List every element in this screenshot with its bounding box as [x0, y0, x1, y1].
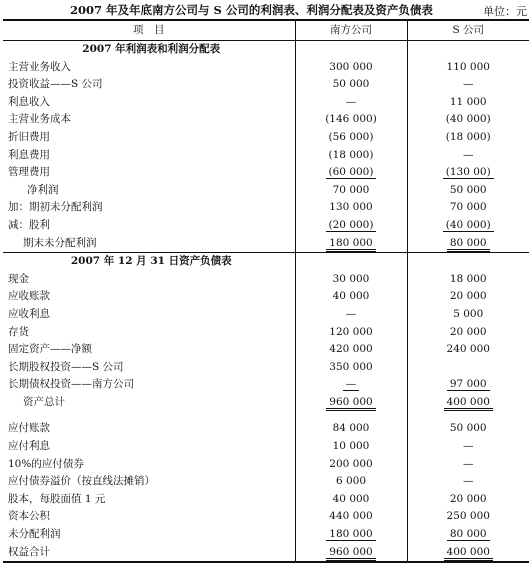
table-row: [3, 182, 529, 200]
table-row: [3, 359, 529, 377]
table-row: [3, 473, 529, 491]
row-label: 股本，每股面值 1 元: [8, 492, 106, 505]
column-header-s: S 公司: [407, 20, 529, 41]
s-value: 20 000: [407, 288, 529, 306]
s-value: 400 000: [444, 546, 493, 561]
table-row: [3, 129, 529, 147]
table-row: [3, 217, 529, 235]
row-label: 期末未分配利润: [23, 236, 97, 249]
south-value: (20 000): [326, 219, 377, 232]
s-value: [407, 359, 529, 377]
s-value: —: [407, 76, 529, 94]
s-value: (130 00): [443, 166, 494, 179]
row-label: 主营业务收入: [8, 60, 71, 73]
table-row: [3, 59, 529, 77]
south-value: 350 000: [295, 359, 407, 377]
south-value: —: [295, 94, 407, 112]
south-value: 70 000: [295, 182, 407, 200]
s-value: —: [407, 473, 529, 491]
s-value: 20 000: [407, 324, 529, 342]
section-title: 2007 年利润表和利润分配表: [82, 43, 221, 55]
row-label: 加：期初未分配利润: [8, 201, 103, 214]
south-value: 960 000: [326, 396, 375, 411]
s-value: 50 000: [407, 182, 529, 200]
s-value: 70 000: [407, 199, 529, 217]
s-value: 240 000: [407, 341, 529, 359]
south-value: 130 000: [295, 199, 407, 217]
south-value: 420 000: [295, 341, 407, 359]
table-row: [3, 164, 529, 182]
row-label: 管理费用: [8, 166, 50, 179]
south-value: 200 000: [295, 456, 407, 474]
row-label: 应付账款: [8, 422, 50, 435]
row-label: 利息收入: [8, 95, 50, 108]
row-label: 长期债权投资——南方公司: [8, 378, 134, 391]
table-row: [3, 341, 529, 359]
section-title: 2007 年 12 月 31 日资产负债表: [3, 253, 295, 271]
s-value: 80 000: [447, 528, 490, 541]
row-label: 应付债券溢价（按直线法摊销）: [8, 475, 155, 488]
south-value: (146 000): [295, 111, 407, 129]
s-value: —: [407, 438, 529, 456]
table-row: [3, 94, 529, 112]
table-row: [3, 394, 529, 412]
table-row: [3, 456, 529, 474]
header: [0, 0, 531, 18]
table-row: [3, 235, 529, 253]
section-title-row: [3, 41, 529, 59]
south-value: —: [343, 378, 360, 391]
table-row: [3, 438, 529, 456]
south-value: 10 000: [295, 438, 407, 456]
table-row: [3, 147, 529, 165]
table-row: [3, 491, 529, 509]
south-value: 40 000: [295, 491, 407, 509]
south-value: 960 000: [326, 546, 375, 561]
row-label: 存货: [8, 325, 29, 338]
south-value: 300 000: [295, 59, 407, 77]
row-label: 权益合计: [8, 545, 50, 558]
south-value: 120 000: [295, 324, 407, 342]
table-row: [3, 271, 529, 289]
table-row: [3, 306, 529, 324]
row-label: 减：股利: [8, 218, 50, 231]
table-row: [3, 420, 529, 438]
spacer-row: [3, 411, 529, 420]
south-value: 440 000: [295, 508, 407, 526]
s-value: —: [407, 456, 529, 474]
s-value: 110 000: [407, 59, 529, 77]
row-label: 10%的应付债券: [8, 457, 84, 470]
table-row: [3, 111, 529, 129]
s-value: 250 000: [407, 508, 529, 526]
south-value: 50 000: [295, 76, 407, 94]
south-value: 6 000: [295, 473, 407, 491]
table-row: [3, 508, 529, 526]
s-value: 400 000: [444, 396, 493, 411]
row-label: 净利润: [27, 183, 59, 196]
row-label: 应收利息: [8, 307, 50, 320]
table-row: [3, 76, 529, 94]
s-value: (40 000): [443, 219, 494, 232]
south-value: 30 000: [295, 271, 407, 289]
column-header-item: 项 目: [3, 20, 295, 41]
unit-label: 单位：元: [483, 5, 527, 18]
s-value: 18 000: [407, 271, 529, 289]
row-label: 应收账款: [8, 290, 50, 303]
row-label: 现金: [8, 272, 29, 285]
table-row: [3, 199, 529, 217]
s-value: 11 000: [407, 94, 529, 112]
s-value: 97 000: [447, 378, 490, 391]
s-value: —: [407, 147, 529, 165]
table-row: [3, 324, 529, 342]
table-row: [3, 288, 529, 306]
south-value: 84 000: [295, 420, 407, 438]
s-value: (18 000): [407, 129, 529, 147]
row-label: 资产总计: [23, 395, 65, 408]
row-label: 长期股权投资——S 公司: [8, 360, 124, 373]
row-label: 未分配利润: [8, 528, 61, 541]
south-value: 180 000: [326, 528, 375, 541]
south-value: —: [295, 306, 407, 324]
row-label: 固定资产——净额: [8, 343, 92, 356]
south-value: 40 000: [295, 288, 407, 306]
s-value: 80 000: [447, 237, 490, 252]
table-row: [3, 376, 529, 394]
s-value: (40 000): [407, 111, 529, 129]
row-label: 利息费用: [8, 148, 50, 161]
table-header-row: [3, 20, 529, 41]
s-value: 50 000: [407, 420, 529, 438]
row-label: 应付利息: [8, 440, 50, 453]
column-header-south: 南方公司: [295, 20, 407, 41]
financial-table: [3, 19, 529, 563]
row-label: 折旧费用: [8, 130, 50, 143]
row-label: 主营业务成本: [8, 113, 71, 126]
south-value: 180 000: [326, 237, 375, 252]
south-value: (56 000): [295, 129, 407, 147]
s-value: 5 000: [407, 306, 529, 324]
south-value: (60 000): [326, 166, 377, 179]
row-label: 投资收益——S 公司: [8, 78, 103, 91]
section-title-row: [3, 253, 529, 271]
s-value: 20 000: [407, 491, 529, 509]
document-title: 2007 年及年底南方公司与 S 公司的利润表、利润分配表及资产负债表: [70, 3, 433, 17]
table-row: [3, 526, 529, 544]
table-row: [3, 544, 529, 563]
south-value: (18 000): [295, 147, 407, 165]
row-label: 资本公积: [8, 510, 50, 523]
